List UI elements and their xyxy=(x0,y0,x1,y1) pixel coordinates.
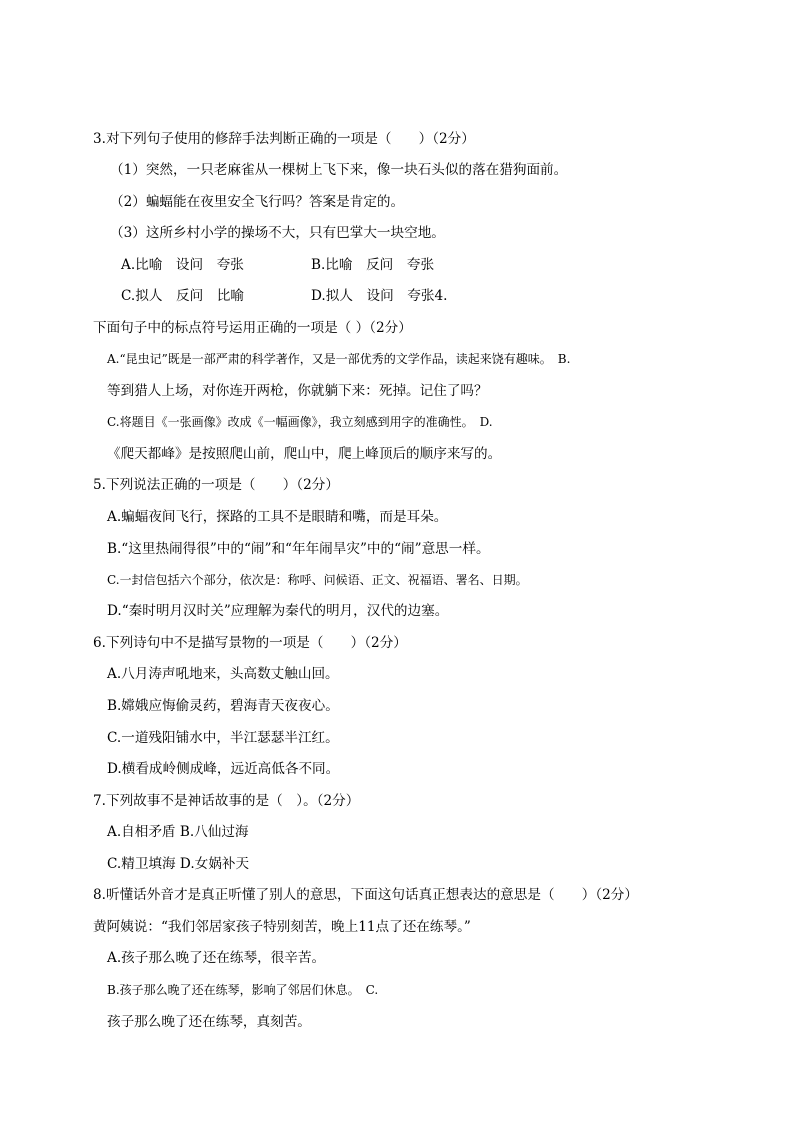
q3-sentence-1: （1）突然，一只老麻雀从一棵树上飞下来，像一块石头似的落在猎狗面前。 xyxy=(110,162,568,178)
q4-stem: 下面句子中的标点符号运用正确的一项是（ ）（2分） xyxy=(93,320,412,336)
q7-options-cd: C.精卫填海 D.女娲补天 xyxy=(107,856,250,872)
q4-option-b: 等到猎人上场，对你连开两枪，你就躺下来：死掉。记住了吗？ xyxy=(107,383,488,399)
q3-option-a: A.比喻 设问 夸张 xyxy=(121,257,244,273)
q5-option-c: C.一封信包括六个部分，依次是：称呼、问候语、正文、祝福语、署名、日期。 xyxy=(107,573,528,587)
q8-option-b: B.孩子那么晚了还在练琴，影响了邻居们休息。 C. xyxy=(107,983,379,997)
q8-quote: 黄阿姨说：“我们邻居家孩子特别刻苦，晚上11点了还在练琴。” xyxy=(93,919,471,935)
q4-option-c: C.将题目《一张画像》改成《一幅画像》，我立刻感到用字的准确性。 D. xyxy=(107,415,493,429)
q6-stem: 6.下列诗句中不是描写景物的一项是（ ）（2分） xyxy=(93,635,407,651)
q5-option-b: B.“这里热闹得很”中的“闹”和“年年闹旱灾”中的“闹”意思一样。 xyxy=(107,541,490,557)
q8-option-c: 孩子那么晚了还在练琴，真刻苦。 xyxy=(107,1014,311,1030)
q6-option-a: A.八月涛声吼地来，头高数丈触山回。 xyxy=(107,666,339,682)
q3-stem: 3.对下列句子使用的修辞手法判断正确的一项是（ ）（2分） xyxy=(93,131,475,147)
q4-option-d: 《爬天都峰》是按照爬山前，爬山中，爬上峰顶后的顺序来写的。 xyxy=(107,446,502,462)
q5-option-d: D.“秦时明月汉时关”应理解为秦代的明月，汉代的边塞。 xyxy=(107,603,449,619)
q3-sentence-3: （3）这所乡村小学的操场不大，只有巴掌大一块空地。 xyxy=(110,225,445,241)
q6-option-c: C.一道残阳铺水中，半江瑟瑟半江红。 xyxy=(107,730,339,746)
q5-stem: 5.下列说法正确的一项是（ ）（2分） xyxy=(93,477,339,493)
q3-option-c: C.拟人 反问 比喻 xyxy=(121,288,244,304)
q8-stem: 8.听懂话外音才是真正听懂了别人的意思，下面这句话真正想表达的意思是（ ）（2分） xyxy=(93,887,638,903)
q6-option-d: D.横看成岭侧成峰，远近高低各不同。 xyxy=(107,761,340,777)
q8-option-a: A.孩子那么晚了还在练琴，很辛苦。 xyxy=(107,950,326,966)
q7-options-ab: A.自相矛盾 B.八仙过海 xyxy=(107,824,249,840)
q5-option-a: A.蝙蝠夜间飞行，探路的工具不是眼睛和嘴，而是耳朵。 xyxy=(107,509,448,525)
q3-sentence-2: （2）蝙蝠能在夜里安全飞行吗？答案是肯定的。 xyxy=(110,194,405,210)
q4-option-a: A.“昆虫记”既是一部严肃的科学著作，又是一部优秀的文学作品，读起来饶有趣味。 B. xyxy=(107,352,571,366)
q3-option-d: D.拟人 设问 夸张4. xyxy=(311,288,448,304)
q7-stem: 7.下列故事不是神话故事的是（ ）。（2分） xyxy=(93,793,360,809)
q3-option-b: B.比喻 反问 夸张 xyxy=(311,257,435,273)
q6-option-b: B.嫦娥应悔偷灵药，碧海青天夜夜心。 xyxy=(107,698,339,714)
